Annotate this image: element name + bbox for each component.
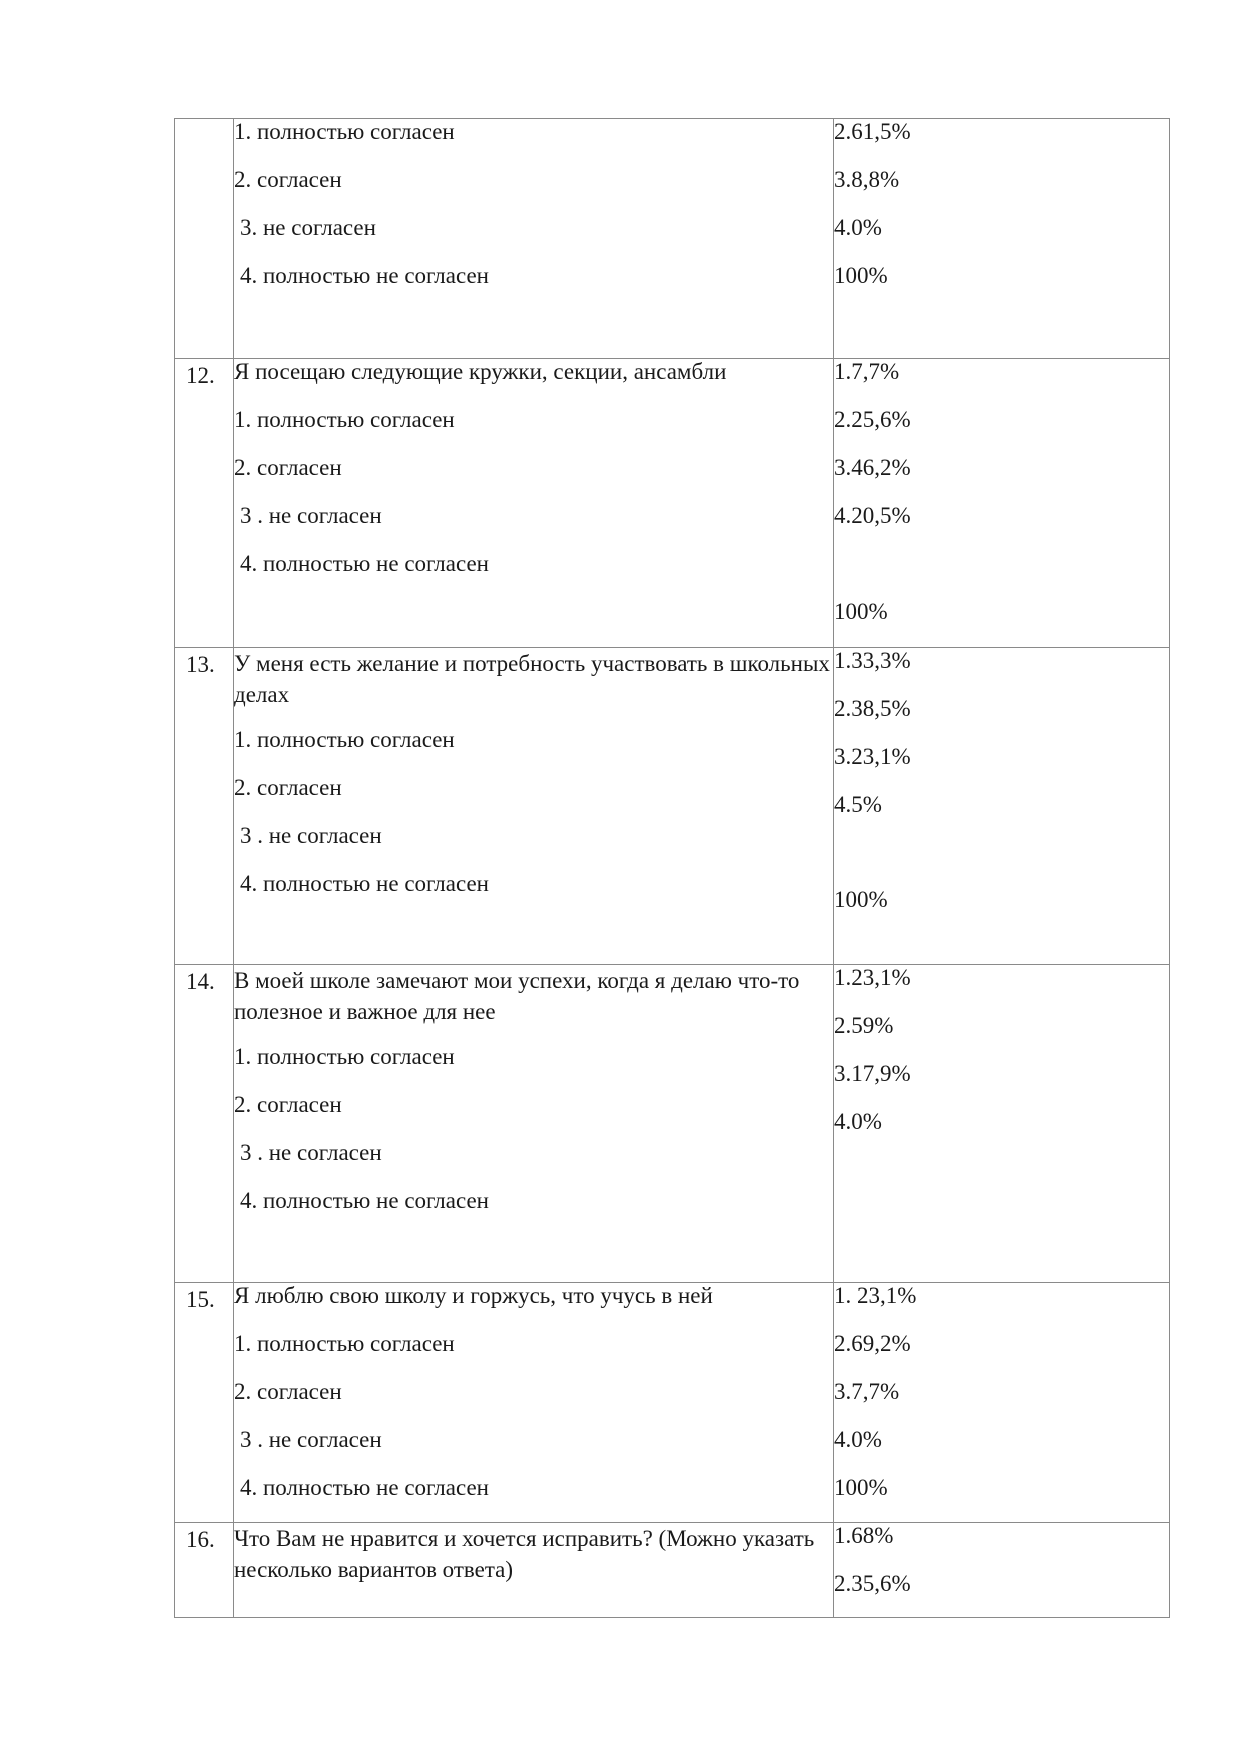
result-value: 1. 23,1% — [834, 1283, 917, 1308]
table-row — [175, 1283, 1170, 1523]
table-row — [175, 119, 1170, 359]
result-value: 3.23,1% — [834, 744, 911, 769]
row-number-cell: 15. — [175, 1283, 234, 1523]
question-text: Я посещаю следующие кружки, секции, ансамбли — [234, 359, 727, 384]
question-cell — [234, 965, 834, 1283]
result-total: 100% — [834, 1475, 888, 1500]
result-value: 4.20,5% — [834, 503, 911, 528]
result-value: 1.7,7% — [834, 359, 900, 384]
results-cell — [834, 1283, 1170, 1523]
answer-option: 3 . не согласен — [240, 823, 382, 848]
question-text: В моей школе замечают мои успехи, когда я делаю что-то полезное и важное для нее — [234, 968, 800, 1024]
result-total: 100% — [834, 599, 888, 624]
table-row — [175, 1523, 1170, 1618]
results-cell — [834, 965, 1170, 1283]
answer-option: 1. полностью согласен — [234, 1044, 455, 1069]
question-cell — [234, 119, 834, 359]
question-text: У меня есть желание и потребность участвовать в школьных делах — [234, 651, 830, 707]
question-text: Я люблю свою школу и горжусь, что учусь в ней — [234, 1283, 713, 1308]
result-value: 2.35,6% — [834, 1571, 911, 1596]
answer-option: 4. полностью не согласен — [240, 1188, 489, 1213]
answer-option: 4. полностью не согласен — [240, 551, 489, 576]
table-row — [175, 359, 1170, 648]
answer-option: 1. полностью согласен — [234, 1331, 455, 1356]
results-cell — [834, 359, 1170, 648]
answer-option: 3. не согласен — [240, 215, 376, 240]
answer-option: 2. согласен — [234, 455, 342, 480]
question-cell — [234, 1523, 834, 1618]
row-number-cell: 14. — [175, 965, 234, 1283]
answer-option: 2. согласен — [234, 167, 342, 192]
answer-option: 1. полностью согласен — [234, 119, 455, 144]
answer-option: 2. согласен — [234, 1092, 342, 1117]
result-value: 3.17,9% — [834, 1061, 911, 1086]
result-value: 2.25,6% — [834, 407, 911, 432]
result-value: 2.38,5% — [834, 696, 911, 721]
row-number-cell: 13. — [175, 648, 234, 965]
answer-option: 1. полностью согласен — [234, 727, 455, 752]
answer-option: 1. полностью согласен — [234, 407, 455, 432]
table-row — [175, 648, 1170, 965]
result-value: 1.23,1% — [834, 965, 911, 990]
answer-option: 2. согласен — [234, 1379, 342, 1404]
result-value: 3.46,2% — [834, 455, 911, 480]
result-value: 4.5% — [834, 792, 882, 817]
answer-option: 3 . не согласен — [240, 1427, 382, 1452]
result-value: 1.33,3% — [834, 648, 911, 673]
result-value: 2.61,5% — [834, 119, 911, 144]
question-cell — [234, 1283, 834, 1523]
result-value: 4.0% — [834, 1109, 882, 1134]
answer-option: 2. согласен — [234, 775, 342, 800]
survey-results-table — [174, 118, 1170, 1618]
answer-option: 4. полностью не согласен — [240, 1475, 489, 1500]
results-cell — [834, 119, 1170, 359]
results-cell — [834, 1523, 1170, 1618]
answer-option: 4. полностью не согласен — [240, 871, 489, 896]
answer-option: 4. полностью не согласен — [240, 263, 489, 288]
question-cell — [234, 359, 834, 648]
result-value: 3.7,7% — [834, 1379, 900, 1404]
result-total: 100% — [834, 887, 888, 912]
result-value: 1.68% — [834, 1523, 894, 1548]
row-number-cell: 12. — [175, 359, 234, 648]
row-number-cell — [175, 119, 234, 359]
answer-option: 3 . не согласен — [240, 503, 382, 528]
result-value: 2.59% — [834, 1013, 894, 1038]
result-value: 3.8,8% — [834, 167, 900, 192]
result-value: 2.69,2% — [834, 1331, 911, 1356]
row-number-cell: 16. — [175, 1523, 234, 1618]
question-text: Что Вам не нравится и хочется исправить? (Можно указать несколько вариантов ответа) — [234, 1526, 815, 1582]
results-cell — [834, 648, 1170, 965]
result-value: 4.0% — [834, 1427, 882, 1452]
question-cell — [234, 648, 834, 965]
result-value: 4.0% — [834, 215, 882, 240]
table-row — [175, 965, 1170, 1283]
answer-option: 3 . не согласен — [240, 1140, 382, 1165]
result-value: 100% — [834, 263, 888, 288]
